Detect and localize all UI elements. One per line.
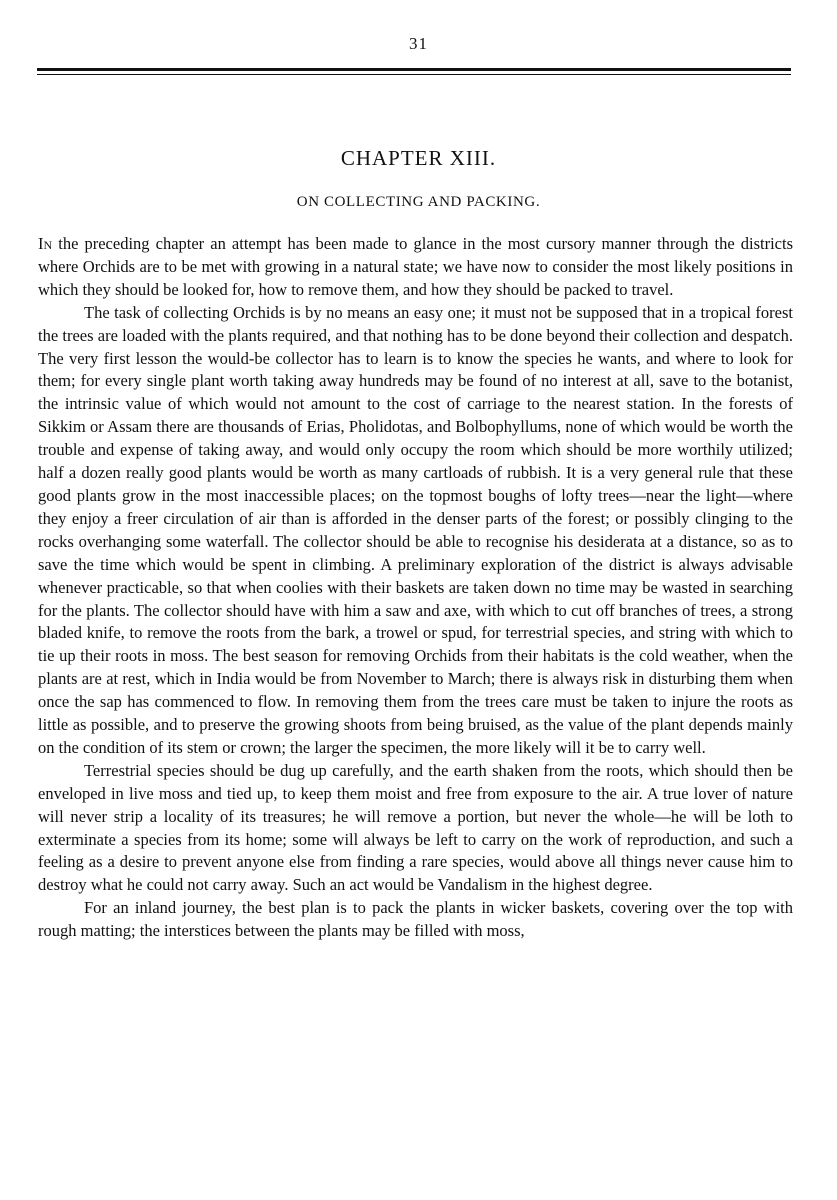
chapter-body: [38, 233, 793, 943]
paragraph-4: For an inland journey, the best plan is to pack the plants in wicker baskets, covering over the top with rough matting; the interstices between the plants may be filled with moss,: [38, 898, 793, 941]
paragraph-2: The task of collecting Orchids is by no means an easy one; it must not be supposed that in a tropical forest the trees are loaded with the plants required, and that nothing has to be done beyond their collection and despatch. The very first lesson the would-be collector has to learn is to know the species he wants, and where to look for them; for every single plant worth taking away hundreds may be found of no interest at all, save to the botanist, the intrinsic value of which would not amount to the cost of carriage to the nearest station. In the forests of Sikkim or Assam there are thousands of Erias, Pholidotas, and Bolbophyllums, none of which would be worth the trouble and expense of taking away, and would only occupy the room which should be more worthily utilized; half a dozen really good plants would be worth as many cartloads of rubbish. It is a very general rule that these good plants grow in the most inaccessible places; on the topmost boughs of lofty trees—near the light—where they enjoy a freer circulation of air than is afforded in the denser parts of the forest; or possibly clinging to the rocks overhanging some waterfall. The collector should be able to recognise his desiderata at a distance, so as to save the time which would be spent in climbing. A preliminary exploration of the district is always advisable whenever practicable, so that when coolies with their baskets are taken down no time may be wasted in searching for the plants. The collector should have with him a saw and axe, with which to cut off branches of trees, a strong bladed knife, to remove the roots from the bark, a trowel or spud, for terrestrial species, and string with which to tie up their roots in moss. The best season for removing Orchids from their habitats is the cold weather, when the plants are at rest, which in India would be from November to March; there is always risk in disturbing them when once the sap has commenced to flow. In removing them from the trees care must be taken to injure the roots as little as possible, and to preserve the growing shoots from being bruised, as the value of the plant depends mainly on the condition of its stem or crown; the larger the specimen, the more likely will it be to carry well.: [38, 302, 793, 757]
page-number: 31: [409, 34, 428, 53]
header-rule-thick: [37, 68, 791, 71]
chapter-title: CHAPTER XIII.: [340, 146, 497, 170]
header-rule-thin: [37, 74, 791, 75]
paragraph-lead-word: In: [38, 234, 53, 253]
paragraph-3: Terrestrial species should be dug up carefully, and the earth shaken from the roots, which should then be enveloped in live moss and tied up, to keep them moist and free from exposure to the air. A true lover of nature will never strip a locality of its treasures; he will remove a portion, but never the whole—he will be loth to exterminate a species from its home; some will always be left to carry on the work of reproduction, and such a feeling as a desire to prevent anyone else from finding a rare species, would above all things never cause him to destroy what he could not carry away. Such an act would be Vandalism in the highest degree.: [38, 760, 793, 895]
paragraph-1: [38, 233, 793, 302]
chapter-subtitle: ON COLLECTING AND PACKING.: [296, 194, 541, 210]
paragraph-1-text: the preceding chapter an attempt has been made to glance in the most cursory manner through the districts where Orchids are to be met with growing in a natural state; we have now to consider the most likely positions in which they should be looked for, how to remove them, and how they should be packed to travel.: [38, 234, 793, 299]
